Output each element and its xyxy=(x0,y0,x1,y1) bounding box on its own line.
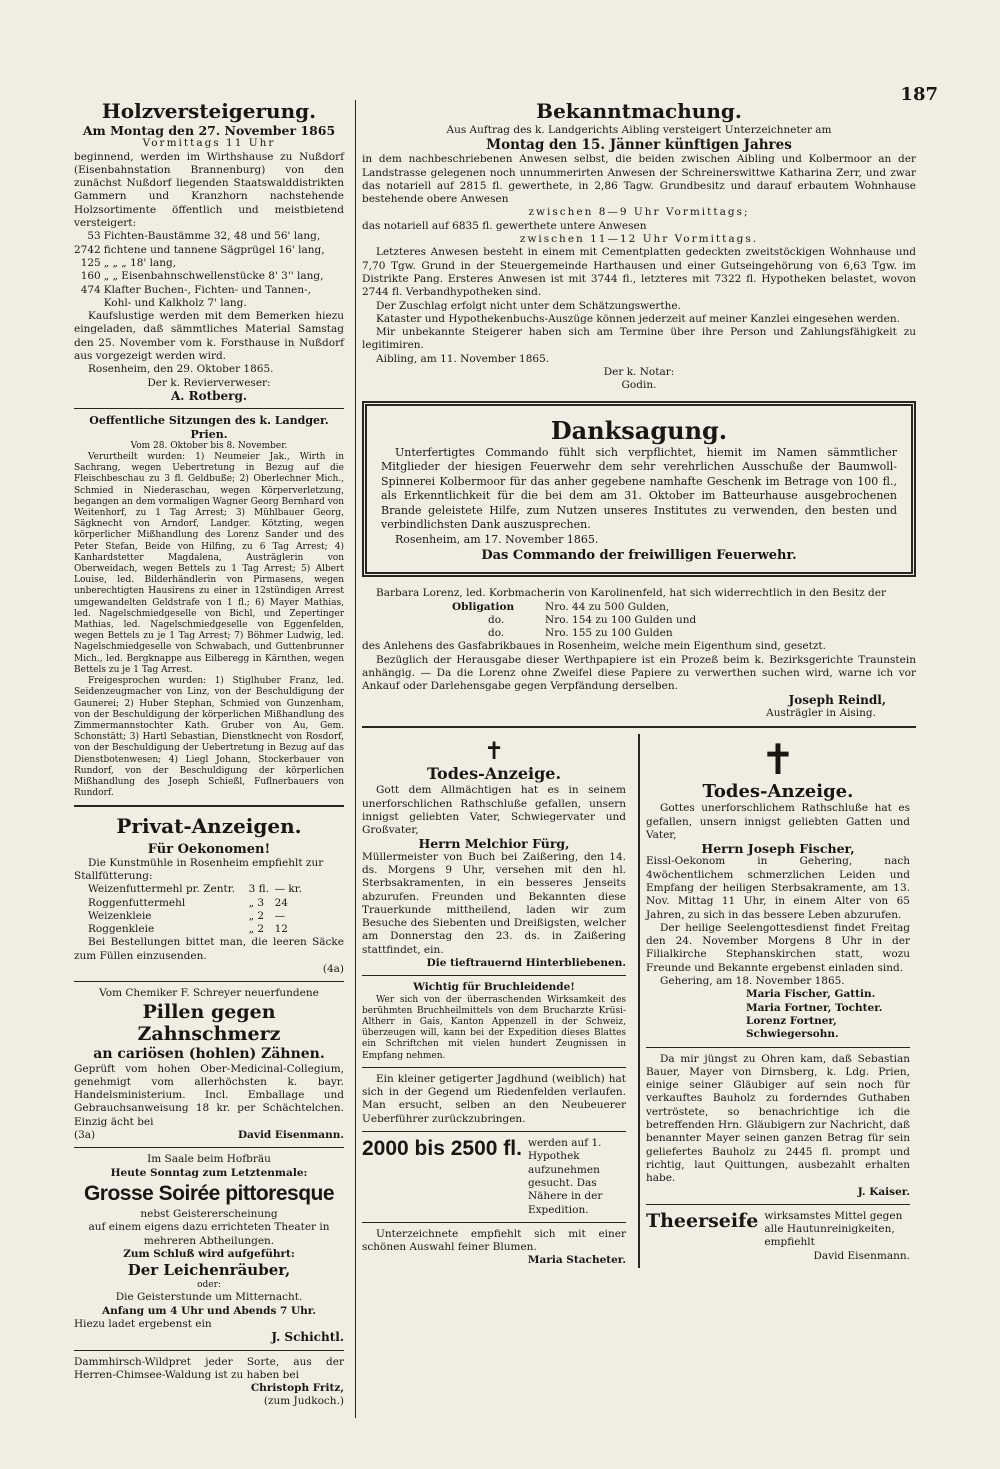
soiree-title: Grosse Soirée pittoresque xyxy=(83,1181,335,1205)
soiree-location: Im Saale beim Hofbräu xyxy=(147,1153,271,1166)
todes-anzeige-fuerg xyxy=(362,738,626,970)
oblig-text2: Bezüglich der Herausgabe dieser Werthpapiere ist ein Prozeß beim k. Bezirksgerichte Traunstein anhängig. — Da die Lorenz ohne Zweifel diese Papiere zu verwerthen suchen wird, warne ich vor Ankauf oder Darlehensgabe gegen Verpfändung derselben. xyxy=(362,653,916,693)
table-row: Roggenfuttermehl „ 3 24 xyxy=(88,896,288,909)
todes2-place-date: Gehering, am 18. November 1865. xyxy=(659,975,845,988)
divider xyxy=(74,981,344,982)
soiree-l3: nebst Geistererscheinung xyxy=(140,1207,278,1220)
privat-title: Privat-Anzeigen. xyxy=(116,814,302,839)
bruch-text: Wer sich von der überraschenden Wirksamkeit des berühmten Bruchheilmittels von dem Brucharzte Krüsi-Altherr in Gais, Kanton Appenzell in der Schweiz, überzeugen will, kann bei der Expedition dieses Blattes ein Schriftchen mit vielen hundert Zeugnissen in Empfang nehmen. xyxy=(362,994,627,1061)
seife-signature: David Eisenmann. xyxy=(813,1249,910,1262)
cross-icon: ✝ xyxy=(760,735,796,785)
court-convictions: Verurtheilt wurden: 1) Neumeier Jak., Wirth in Sachrang, wegen Uebertretung in Bezug auf die Fleischbeschau zu 3 fl. Geldbuße; 2) Oberlechner Mich., Schmied in Niederaschau, wegen Körperverletzung, begangen an dem vormaligen Wagner Georg Bernhard von Weitenhorf, zu 1 Tag Arrest; 3) Mühlbauer Georg, Sägknecht von Arndorf, Landger. Kötzting, wegen körperlicher Mißhandlung des Lorenz Sander und des Peter Stefan, Beide von Hilfing, zu 6 Tag Arrest; 4) Kanhardstetter Magdalena, Austräglerin von Oberweidach, wegen Bettels zu 1 Tag Arrest; 5) Albert Louise, led. Bilderhändlerin von Pirmasens, wegen unberechtigten Hausirens zu einer in 12stündigen Arrest umgewandelten Geldstrafe von 1 fl.; 6) Mayer Mathias, led. Nagelschmiedgeselle von Bichl, und Zepertinger Mathias, led. Nagelschmiedgeselle von Eggenfelden, wegen Bettels zu je 1 Tag Arrest; 7) Böhmer Ludwig, led. Nagelschmiedgeselle von Schwabach, und Guttenbrunner Mich., led. Bergknappe aus Eilberegg in Kärnthen, wegen Bettels zu je 1 Tag Arrest. xyxy=(74,452,344,675)
danksagung-box xyxy=(362,401,916,578)
jagdhund-notice xyxy=(362,1073,626,1126)
bekannt-text4: Der Zuschlag erfolgt nicht unter dem Schätzungswerthe. xyxy=(376,299,681,312)
table-row: 160 „ „ Eisenbahnschwellenstücke 8' 3'' lang, xyxy=(80,270,324,283)
divider xyxy=(362,1067,626,1068)
lower-right-column xyxy=(646,734,916,1268)
table-row: do. Nro. 155 zu 100 Gulden xyxy=(488,627,673,640)
bekannt-text1: in dem nachbeschriebenen Anwesen selbst, die beiden zwischen Aibling und Kolbermoor an der Landstrasse gelegenen noch unnummerirten Anwesen der Schreinerswittwe Katharina Zerr, und zwar das notariell auf 2815 fl. gewerthete, in 2,86 Tagw. Grundbesitz und darauf erbautem Wohnhause bestehende obere Anwesen xyxy=(362,153,916,206)
todes1-text2: Müllermeister von Buch bei Zaißering, den 14. ds. Morgens 9 Uhr, versehen mit den hl. Sterbsakramenten, in ein besseres Jenseits abzurufen. Freunden und Bekannten diese Trauerkunde mittheilend, laden wir zum Besuche des Siebenten und Dreißigsten, welcher am Donnerstag den 23. ds. in Zaißering stattfindet, ein. xyxy=(362,850,627,956)
oblig-sub: Austrägler in Aising. xyxy=(766,706,876,719)
todes2-text1: Gottes unerforschlichem Rathschluße hat es gefallen, unsern innigst geliebten Gatten und Vater, xyxy=(645,802,910,841)
table-row: 2742 fichtene und tannene Sägprügel 16' lang, xyxy=(74,243,325,256)
soiree-l5: Zum Schluß wird aufgeführt: xyxy=(123,1247,295,1260)
pillen-text: Geprüft vom hohen Ober-Medicinal-Collegium, genehmigt vom allerhöchsten k. bayr. Handelsministerium. Incl. Emballage und Gebrauchsanweisung 18 kr. per Schächtelchen. Einzig ächt bei xyxy=(74,1062,344,1128)
bauer-text: Da mir jüngst zu Ohren kam, daß Sebastian Bauer, Mayer von Dirnsberg, k. Ldg. Prien, einige seiner Gläubiger auf sein noch für verkauftes Bauholz zu forderndes Guthaben vertröstete, so benachrichtige ich die betreffenden Hrn. Gläubigern zur Nachricht, daß benannter Mayer seinen ganzen Betrag für sein geliefertes Bauholz zu 2445 fl. prompt und richtig, laut Quittungen, ausbezahlt erhalten habe. xyxy=(645,1052,910,1185)
hund-text: Ein kleiner getigerter Jagdhund (weiblich) hat sich in der Gegend um Riedenfelden verlaufen. Man ersucht, selben an den Neubeuerer Ueberführer zurückzubringen. xyxy=(362,1072,627,1125)
todes1-title: Todes-Anzeige. xyxy=(426,764,562,784)
bekanntmachung-notice xyxy=(362,98,916,393)
bekannt-text5: Kataster und Hypothekenbuchs-Auszüge können jederzeit auf meiner Kanzlei eingesehen werden. xyxy=(376,312,900,325)
privat-anzeigen xyxy=(74,813,344,976)
pillen-subtitle: an cariösen (hohlen) Zähnen. xyxy=(93,1045,325,1062)
table-row: Weizenkleie „ 2 — xyxy=(88,909,286,922)
pillen-footer xyxy=(74,1129,344,1142)
soiree-l7: oder: xyxy=(197,1280,221,1291)
holz-date: Am Montag den 27. November 1865 xyxy=(82,123,336,138)
pillen-code: (3a) xyxy=(74,1129,96,1142)
divider xyxy=(362,975,626,976)
soiree-ad xyxy=(74,1153,344,1344)
todes1-signature: Die tieftrauernd Hinterbliebenen. xyxy=(426,957,627,970)
privat-subtitle: Für Oekonomen! xyxy=(147,842,271,858)
todes2-text3: Der heilige Seelengottesdienst findet Freitag den 24. November Morgens 8 Uhr in der Filialkirche Stephanskirchen statt, wozu Freunde und Bekannte ergebenst einladen sind. xyxy=(645,921,910,974)
table-row: Obligation Nro. 44 zu 500 Gulden, xyxy=(452,600,670,613)
divider xyxy=(74,1147,344,1148)
feed-price-table xyxy=(86,883,306,936)
geld-ad xyxy=(362,1137,626,1217)
holz-title: Holzversteigerung. xyxy=(101,99,317,123)
todes1-name: Herrn Melchior Fürg, xyxy=(418,836,570,852)
theerseife-ad xyxy=(646,1210,910,1250)
privat-outro: Bei Bestellungen bittet man, die leeren Säcke zum Füllen einzusenden. xyxy=(74,936,344,962)
blumen-signature: Maria Stacheter. xyxy=(527,1254,627,1267)
bekannt-text3: Letzteres Anwesen besteht in einem mit Cementplatten gedeckten zweitstöckigen Wohnhause und 7,70 Tgw. Grund in der Steuergemeinde Harthausen und einer Gutseingehörung von 6,63 Tgw. im Distrikte Pang. Ersteres Anwesen ist mit 3744 fl., letzteres mit 7322 fl. Hypotheken belastet, wovon 2744 fl. Verbandhypotheken sind. xyxy=(362,246,916,299)
table-row: do. Nro. 154 zu 100 Gulden und xyxy=(488,613,697,626)
column-divider xyxy=(638,734,640,1268)
holz-time: Vormittags 11 Uhr xyxy=(142,137,276,150)
blumen-ad xyxy=(362,1228,626,1268)
lower-left-column xyxy=(362,734,632,1268)
wildpret-ad xyxy=(74,1356,344,1409)
left-column xyxy=(74,98,344,1409)
pillen-ad xyxy=(74,987,344,1142)
wild-text: Dammhirsch-Wildpret jeder Sorte, aus der Herren-Chimsee-Waldung ist zu haben bei xyxy=(74,1355,344,1381)
oblig-table xyxy=(452,601,699,641)
bekannt-text6: Mir unbekannte Steigerer haben sich am Termine über ihre Person und Zahlungsfähigkeit zu legitimiren. xyxy=(362,326,916,352)
bauer-notice xyxy=(646,1053,910,1199)
divider xyxy=(646,1047,910,1048)
seife-title: Theerseife xyxy=(645,1209,759,1232)
todes-anzeige-fischer xyxy=(645,735,910,1041)
oblig-signature: Joseph Reindl, xyxy=(788,692,886,707)
divider xyxy=(362,1131,626,1132)
bekannt-l1: Aus Auftrag des k. Landgerichts Aibling versteigert Unterzeichneter am xyxy=(446,124,832,136)
table-row: 474 Klafter Buchen-, Fichten- und Tannen-, Kohl- und Kalkholz 7' lang. xyxy=(80,283,311,309)
obligation-notice xyxy=(362,587,916,720)
geld-amount: 2000 bis 2500 fl. xyxy=(362,1137,522,1161)
divider xyxy=(362,726,916,728)
bekannt-text2: das notariell auf 6835 fl. gewerthete untere Anwesen xyxy=(362,219,647,232)
table-row: Weizenfuttermehl pr. Zentr. 3 fl. — kr. xyxy=(88,883,302,896)
holz-signature: A. Rotberg. xyxy=(170,388,248,403)
bekannt-time1: zwischen 8—9 Uhr Vormittags; xyxy=(528,206,750,219)
bekannt-role: Der k. Notar: xyxy=(603,366,675,379)
bekannt-place-date: Aibling, am 11. November 1865. xyxy=(376,352,550,365)
bekannt-signature: Godin. xyxy=(621,379,657,392)
dank-place-date: Rosenheim, am 17. November 1865. xyxy=(395,532,599,546)
table-row: Roggenkleie „ 2 12 xyxy=(88,923,288,936)
wild-sub: (zum Judkoch.) xyxy=(263,1395,344,1408)
wild-signature: Christoph Fritz, xyxy=(250,1382,344,1395)
table-row: 53 Fichten-Baustämme 32, 48 und 56' lang, xyxy=(87,230,321,243)
pillen-title: Pillen gegen Zahnschmerz xyxy=(137,1000,281,1045)
todes2-sig2: Maria Fortner, Tochter. xyxy=(745,1001,883,1014)
bruch-title: Wichtig für Bruchleidende! xyxy=(413,981,575,994)
soiree-l4: auf einem eigens dazu errichteten Theater in mehreren Abtheilungen. xyxy=(88,1221,330,1247)
court-sessions-notice xyxy=(74,414,344,799)
cross-icon: ✝ xyxy=(483,737,505,766)
dank-title: Danksagung. xyxy=(550,415,728,445)
page-number: 187 xyxy=(900,84,938,105)
todes2-sig1: Maria Fischer, Gattin. xyxy=(745,988,876,1001)
blumen-text: Unterzeichnete empfiehlt sich mit einer schönen Auswahl feiner Blumen. xyxy=(362,1227,627,1254)
todes2-title: Todes-Anzeige. xyxy=(702,781,854,803)
soiree-l10: Hiezu ladet ergebenst ein xyxy=(74,1317,212,1330)
geld-text: werden auf 1. Hypothek aufzunehmen gesucht. Das Nähere in der Expedition. xyxy=(527,1137,603,1216)
holzversteigerung-notice xyxy=(74,98,344,403)
todes2-sig3: Lorenz Fortner, Schwiegersohn. xyxy=(745,1014,839,1041)
holz-note: Kaufslustige werden mit dem Bemerken hiezu eingeladen, daß sämmtliches Material Samstag den 25. November vom k. Forsthause in Nußdorf aus vorgezeigt werden wird. xyxy=(74,310,344,363)
soiree-when: Heute Sonntag zum Letztenmale: xyxy=(110,1166,308,1179)
todes2-text2: Eissl-Oekonom in Gehering, nach 4wöchentlichem schmerzlichen Leiden und Empfang der heiligen Sterbsakramente, am 13. Nov. Mittag 11 Uhr, in einem Alter von 65 Jahren, zu sich in das bessere Leben abzurufen. xyxy=(645,855,910,921)
holz-place-date: Rosenheim, den 29. Oktober 1865. xyxy=(88,363,274,376)
holz-table xyxy=(74,230,344,310)
table-row: 125 „ „ „ 18' lang, xyxy=(80,256,177,269)
bruchleidende-ad xyxy=(362,981,626,1062)
divider xyxy=(362,1222,626,1223)
dank-signature: Das Commando der freiwilligen Feuerwehr. xyxy=(481,547,797,563)
bauer-signature: J. Kaiser. xyxy=(857,1185,910,1198)
soiree-l9: Anfang um 4 Uhr und Abends 7 Uhr. xyxy=(101,1304,317,1317)
oblig-intro: Barbara Lorenz, led. Korbmacherin von Karolinenfeld, hat sich widerrechtlich in den Besitz der xyxy=(376,587,886,600)
divider xyxy=(646,1204,910,1205)
court-acquittals: Freigesprochen wurden: 1) Stiglhuber Franz, led. Seidenzeugmacher von Linz, von der Beschuldigung der Gaunerei; 2) Huber Stephan, Schmied von Gunzenham, von der Beschuldigung der körperlichen Mißhandlung des Zimmermannstochter Kath. Gruber von Au, Gem. Schonstätt; 3) Hartl Sebastian, Dienstknecht von Rosdorf, von der Beschuldigung der Uebertretung in Bezug auf das Dienstbotenwesen; 4) Liegl Johann, Stockerbauer von Rundorf, von der Beschuldigung der körperlichen Mißhandlung des Joseph Schießl, Fuflnerbauers von Rundorf. xyxy=(74,676,344,799)
column-divider xyxy=(355,100,356,1418)
divider xyxy=(74,408,344,409)
bekannt-time2: zwischen 11—12 Uhr Vormittags. xyxy=(519,233,759,246)
divider xyxy=(74,1350,344,1351)
todes1-text1: Gott dem Allmächtigen hat es in seinem unerforschlichen Rathschluße gefallen, unsern innigst geliebten Vater, Schwiegervater und Großvater, xyxy=(362,784,627,837)
holz-role: Der k. Revierverweser: xyxy=(147,376,271,389)
pillen-signature: David Eisenmann. xyxy=(237,1129,344,1142)
bekannt-title: Bekanntmachung. xyxy=(536,99,742,123)
holz-text: beginnend, werden im Wirthshause zu Nußdorf (Eisenbahnstation Brannenburg) von den zunächst Nußdorf liegenden Staatswalddistrikten Gammern und Kranzhorn nachstehende Holzsortimente öffentlich und meistbietend versteigert: xyxy=(74,150,344,230)
divider xyxy=(74,805,344,807)
right-column xyxy=(362,98,916,1268)
privat-code: (4a) xyxy=(322,963,344,975)
soiree-l8: Die Geisterstunde um Mitternacht. xyxy=(115,1291,303,1304)
seife-text: wirksamstes Mittel gegen alle Hautunreinigkeiten, empfiehlt xyxy=(764,1209,903,1249)
privat-intro: Die Kunstmühle in Rosenheim empfiehlt zur Stallfütterung: xyxy=(74,856,324,882)
bekannt-date: Montag den 15. Jänner künftigen Jahres xyxy=(486,137,792,154)
court-title: Oeffentliche Sitzungen des k. Landger. Prien. xyxy=(89,414,329,441)
dank-text: Unterfertigtes Commando fühlt sich verpflichtet, hiemit im Namen sämmtlicher Mitglieder der hiesigen Feuerwehr dem sehr verehrlichen Ausschuße der Baumwoll-Spinnerei Kolbermoor für das anher gegebene namhafte Geschenk im Betrage von 100 fl., als Erkenntlichkeit für die bei dem am 31. Oktober im Batteurhause ausgebrochenen Brande geleistete Hilfe, zum Nutzen unseres Institutes zu verwenden, den besten und verbindlichsten Dank auszusprechen. xyxy=(381,445,897,532)
oblig-text1: des Anlehens des Gasfabrikbaues in Rosenheim, welche mein Eigenthum sind, gesetzt. xyxy=(362,640,826,653)
lower-two-columns xyxy=(362,734,916,1268)
court-period: Vom 28. Oktober bis 8. November. xyxy=(130,440,288,451)
soiree-signature: J. Schichtl. xyxy=(271,1330,344,1345)
soiree-l6: Der Leichenräuber, xyxy=(127,1261,291,1280)
pillen-intro: Vom Chemiker F. Schreyer neuerfundene xyxy=(99,987,319,1000)
todes2-name: Herrn Joseph Fischer, xyxy=(701,841,855,857)
